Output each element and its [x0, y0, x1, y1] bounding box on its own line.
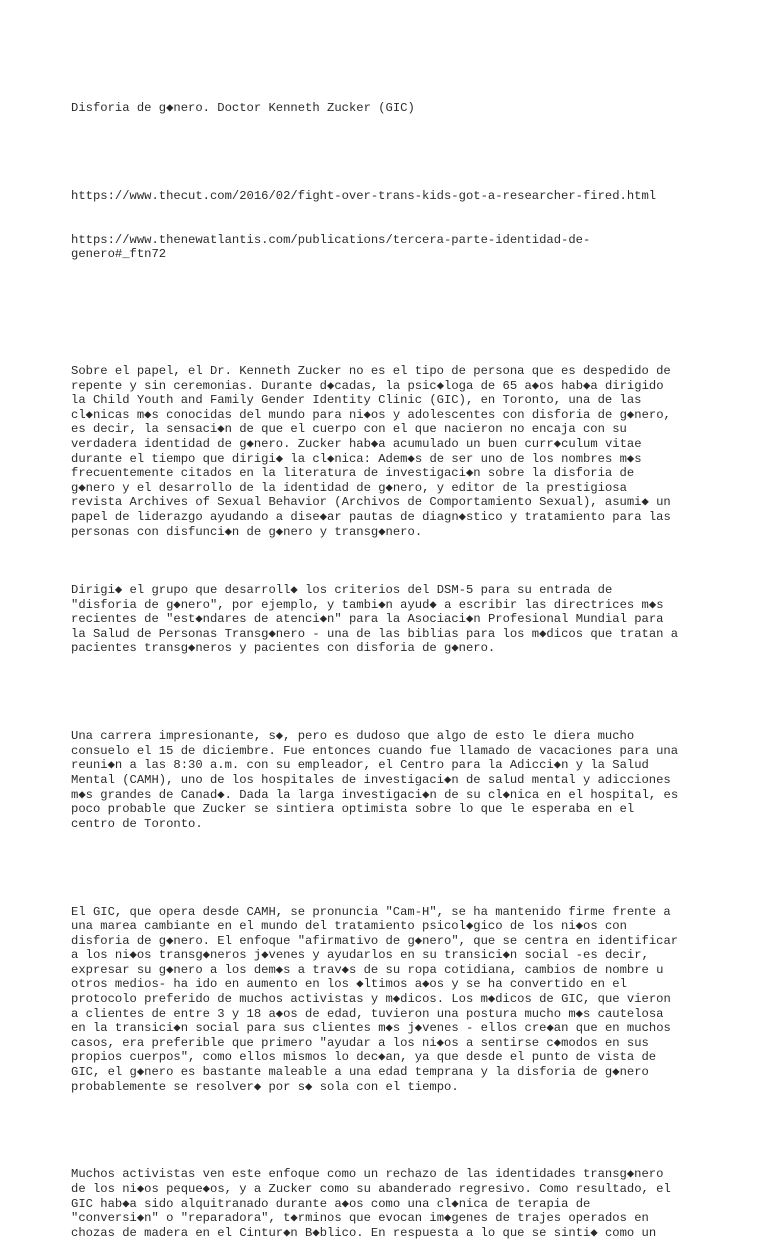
document-title: Disforia de g◆nero. Doctor Kenneth Zucker (GIC)	[71, 101, 415, 116]
document-page	[71, 72, 711, 1255]
source-link-thecut[interactable]: https://www.thecut.com/2016/02/fight-over-trans-kids-got-a-researcher-fired.html	[71, 188, 657, 203]
source-links	[71, 160, 711, 291]
source-link-newatlantis[interactable]: https://www.thenewatlantis.com/publications/tercera-parte-identidad-de- genero#_ftn72	[71, 232, 591, 262]
paragraph-1: Sobre el papel, el Dr. Kenneth Zucker no es el tipo de persona que es despedido de repente y sin ceremonias. Durante d◆cadas, la psic◆loga de 65 a◆os hab◆a dirigido la Child Youth and Family Gender Identity Clinic (GIC), en Toronto, una de las cl◆nicas m◆s conocidas del mundo para ni◆os y adolescentes con disforia de g◆nero, es decir, la sensaci◆n de que el cuerpo con el que nacieron no encaja con su verdadera identidad de g◆nero. Zucker hab◆a acumulado un buen curr◆culum vitae durante el tiempo que dirigi◆ la cl◆nica: Adem◆s de ser uno de los nombres m◆s frecuentemente citados en la literatura de investigaci◆n sobre la disforia de g◆nero y el desarrollo de la identidad de g◆nero, y editor de la prestigiosa revista Archives of Sexual Behavior (Archivos de Comportamiento Sexual), asumi◆ un papel de liderazgo ayudando a dise◆ar pautas de diagn◆stico y tratamiento para las personas con disfunci◆n de g◆nero y transg◆nero.	[71, 364, 671, 539]
paragraph-5: Muchos activistas ven este enfoque como un rechazo de las identidades transg◆nero de los ni◆os peque◆os, y a Zucker como su abanderado regresivo. Como resultado, el GIC hab◆a sido alquitranado durante a◆os como una cl◆nica de terapia de "conversi◆n" o "reparadora", t◆rminos que evocan im◆genes de trajes operados en chozas de madera en el Cintur◆n B◆blico. En respuesta a lo que se sinti◆ como un	[71, 1167, 671, 1240]
paragraph-4: El GIC, que opera desde CAMH, se pronuncia "Cam-H", se ha mantenido firme frente a una marea cambiante en el mundo del tratamiento psicol◆gico de los ni◆os con disforia de g◆nero. El enfoque "afirmativo de g◆nero", que se centra en identificar a los ni◆os transg◆neros j◆venes y ayudarlos en su transici◆n social -es decir, expresar su g◆nero a los dem◆s a trav◆s de su ropa cotidiana, cambios de nombre u otros medios- ha ido en aumento en los ◆ltimos a◆os y se ha convertido en el protocolo preferido de muchos activistas y m◆dicos. Los m◆dicos de GIC, que vieron a clientes de entre 3 y 18 a◆os de edad, tuvieron una postura mucho m◆s cautelosa en la transici◆n social para sus clientes m◆s j◆venes - ellos cre◆an que en muchos casos, era preferible que primero "ayudar a los ni◆os a sentirse c◆modos en sus propios cuerpos", como ellos mismos lo dec◆an, ya que desde el punto de vista de GIC, el g◆nero es bastante maleable a una edad temprana y la disforia de g◆nero probablemente se resolver◆ por s◆ sola con el tiempo.	[71, 904, 679, 1094]
paragraph-2: Dirigi◆ el grupo que desarroll◆ los criterios del DSM-5 para su entrada de "disforia de g◆nero", por ejemplo, y tambi◆n ayud◆ a escribir las directrices m◆s recientes de "est◆ndares de atenci◆n" para la Asociaci◆n Profesional Mundial para la Salud de Personas Transg◆nero - una de las biblias para los m◆dicos que tratan a pacientes transg◆neros y pacientes con disforia de g◆nero.	[71, 583, 679, 656]
paragraph-3: Una carrera impresionante, s◆, pero es dudoso que algo de esto le diera mucho consuelo el 15 de diciembre. Fue entonces cuando fue llamado de vacaciones para una reuni◆n a las 8:30 a.m. con su empleador, el Centro para la Adicci◆n y la Salud Mental (CAMH), uno de los hospitales de investigaci◆n de salud mental y adicciones m◆s grandes de Canad◆. Dada la larga investigaci◆n de su cl◆nica en el hospital, es poco probable que Zucker se sintiera optimista sobre lo que le esperaba en el centro de Toronto.	[71, 729, 679, 831]
